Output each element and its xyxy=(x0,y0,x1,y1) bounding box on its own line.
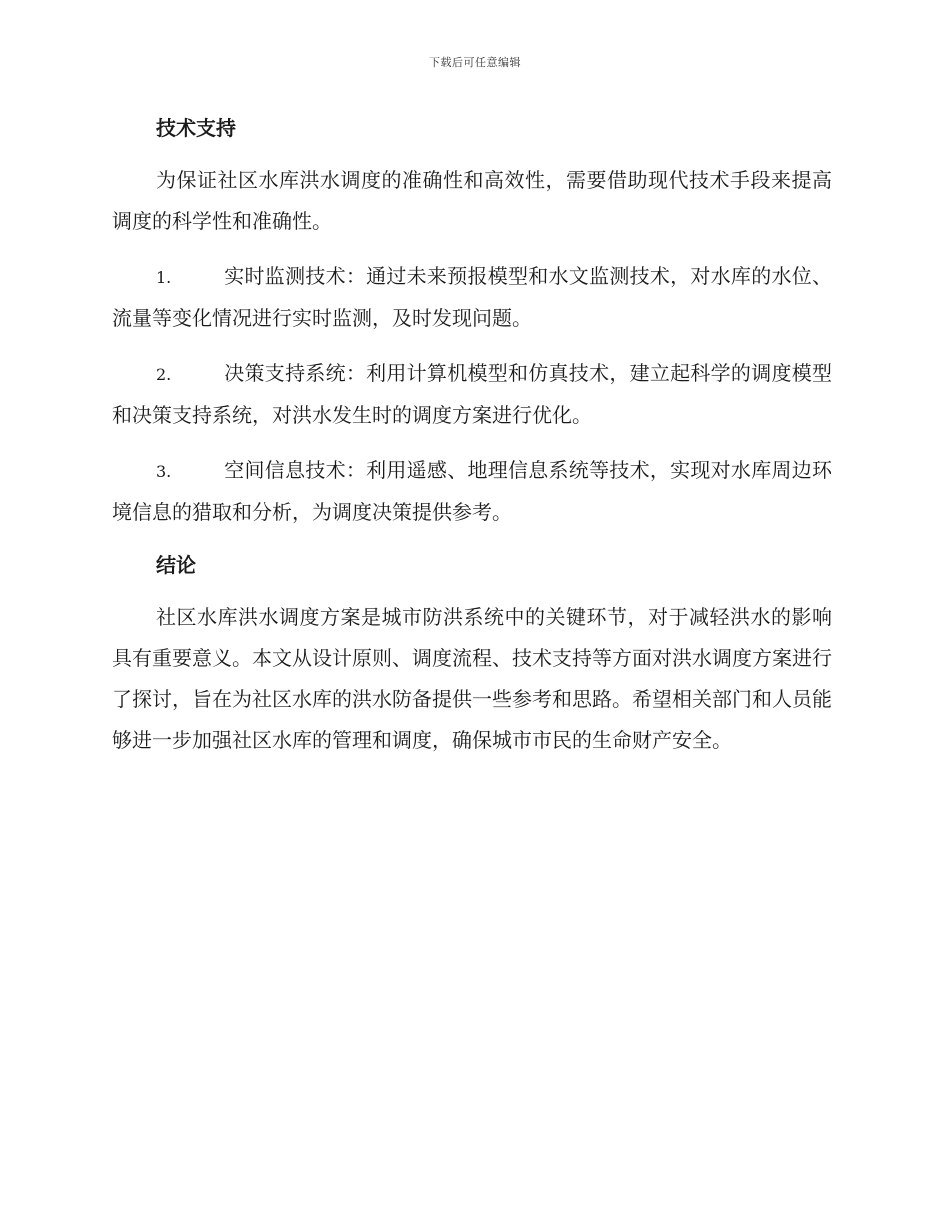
spacer xyxy=(112,436,832,450)
list-item-number: 1. xyxy=(156,268,172,287)
list-item-text: 决策支持系统：利用计算机模型和仿真技术，建立起科学的调度模型和决策支持系统，对洪水发生时的调度方案进行优化。 xyxy=(112,361,832,427)
list-item xyxy=(112,353,832,436)
list-item-text: 空间信息技术：利用遥感、地理信息系统等技术，实现对水库周边环境信息的猎取和分析，为调度决策提供参考。 xyxy=(112,458,832,524)
section-heading-conclusion: 结论 xyxy=(156,553,196,577)
page-header: 下载后可任意编辑 xyxy=(429,56,521,69)
tech-support-intro: 为保证社区水库洪水调度的准确性和高效性，需要借助现代技术手段来提高调度的科学性和准确性。 xyxy=(112,168,832,233)
spacer xyxy=(112,585,832,597)
conclusion-body: 社区水库洪水调度方案是城市防洪系统中的关键环节，对于减轻洪水的影响具有重要意义。本文从设计原则、调度流程、技术支持等方面对洪水调度方案进行了探讨，旨在为社区水库的洪水防备提供一些参考和思路。希望相关部门和人员能够进一步加强社区水库的管理和调度，确保城市市民的生命财产安全。 xyxy=(112,605,832,752)
list-item xyxy=(112,256,832,339)
list-item-number: 2. xyxy=(156,365,172,384)
list-item-text: 实时监测技术：通过未来预报模型和水文监测技术，对水库的水位、流量等变化情况进行实时监测，及时发现问题。 xyxy=(112,264,832,330)
spacer xyxy=(112,148,832,160)
section-heading-tech-support: 技术支持 xyxy=(156,116,236,140)
list-item xyxy=(112,450,832,533)
spacer xyxy=(112,339,832,353)
document-body xyxy=(112,108,832,761)
spacer xyxy=(112,533,832,545)
spacer xyxy=(112,242,832,256)
list-item-number: 3. xyxy=(156,462,172,481)
